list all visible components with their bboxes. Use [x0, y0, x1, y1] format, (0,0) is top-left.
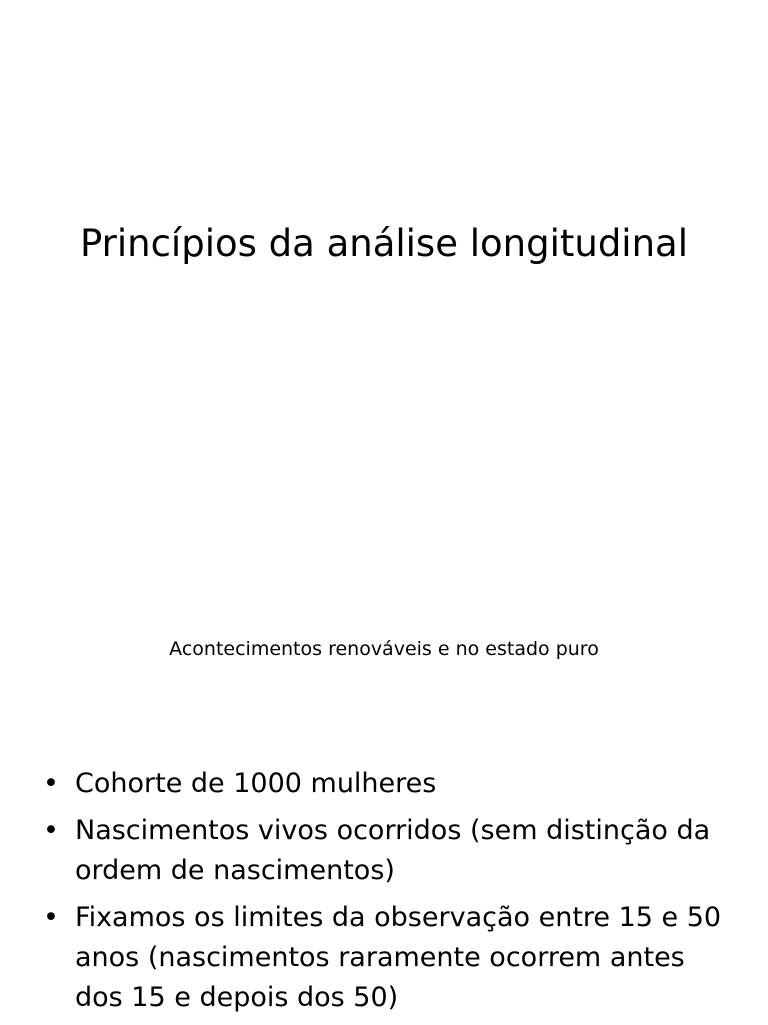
bullet-text: Nascimentos vivos ocorridos (sem distinção da ordem de nascimentos)	[75, 815, 711, 886]
bullet-dot-icon: •	[43, 902, 59, 933]
bullet-text: Fixamos os limites da observação entre 15 e 50 anos (nascimentos raramente ocorrem antes dos 15 e depois dos 50)	[75, 902, 722, 1013]
bullet-dot-icon: •	[43, 815, 59, 846]
bullet-text: Cohorte de 1000 mulheres	[75, 768, 437, 799]
slide-title: Princípios da análise longitudinal	[79, 222, 688, 265]
bullet-list	[40, 764, 730, 1025]
bullet-item	[40, 764, 730, 804]
bullet-item	[40, 898, 730, 1018]
bullet-dot-icon: •	[43, 768, 59, 799]
bullet-item	[40, 811, 730, 891]
slide-subtitle: Acontecimentos renováveis e no estado puro	[169, 638, 599, 660]
